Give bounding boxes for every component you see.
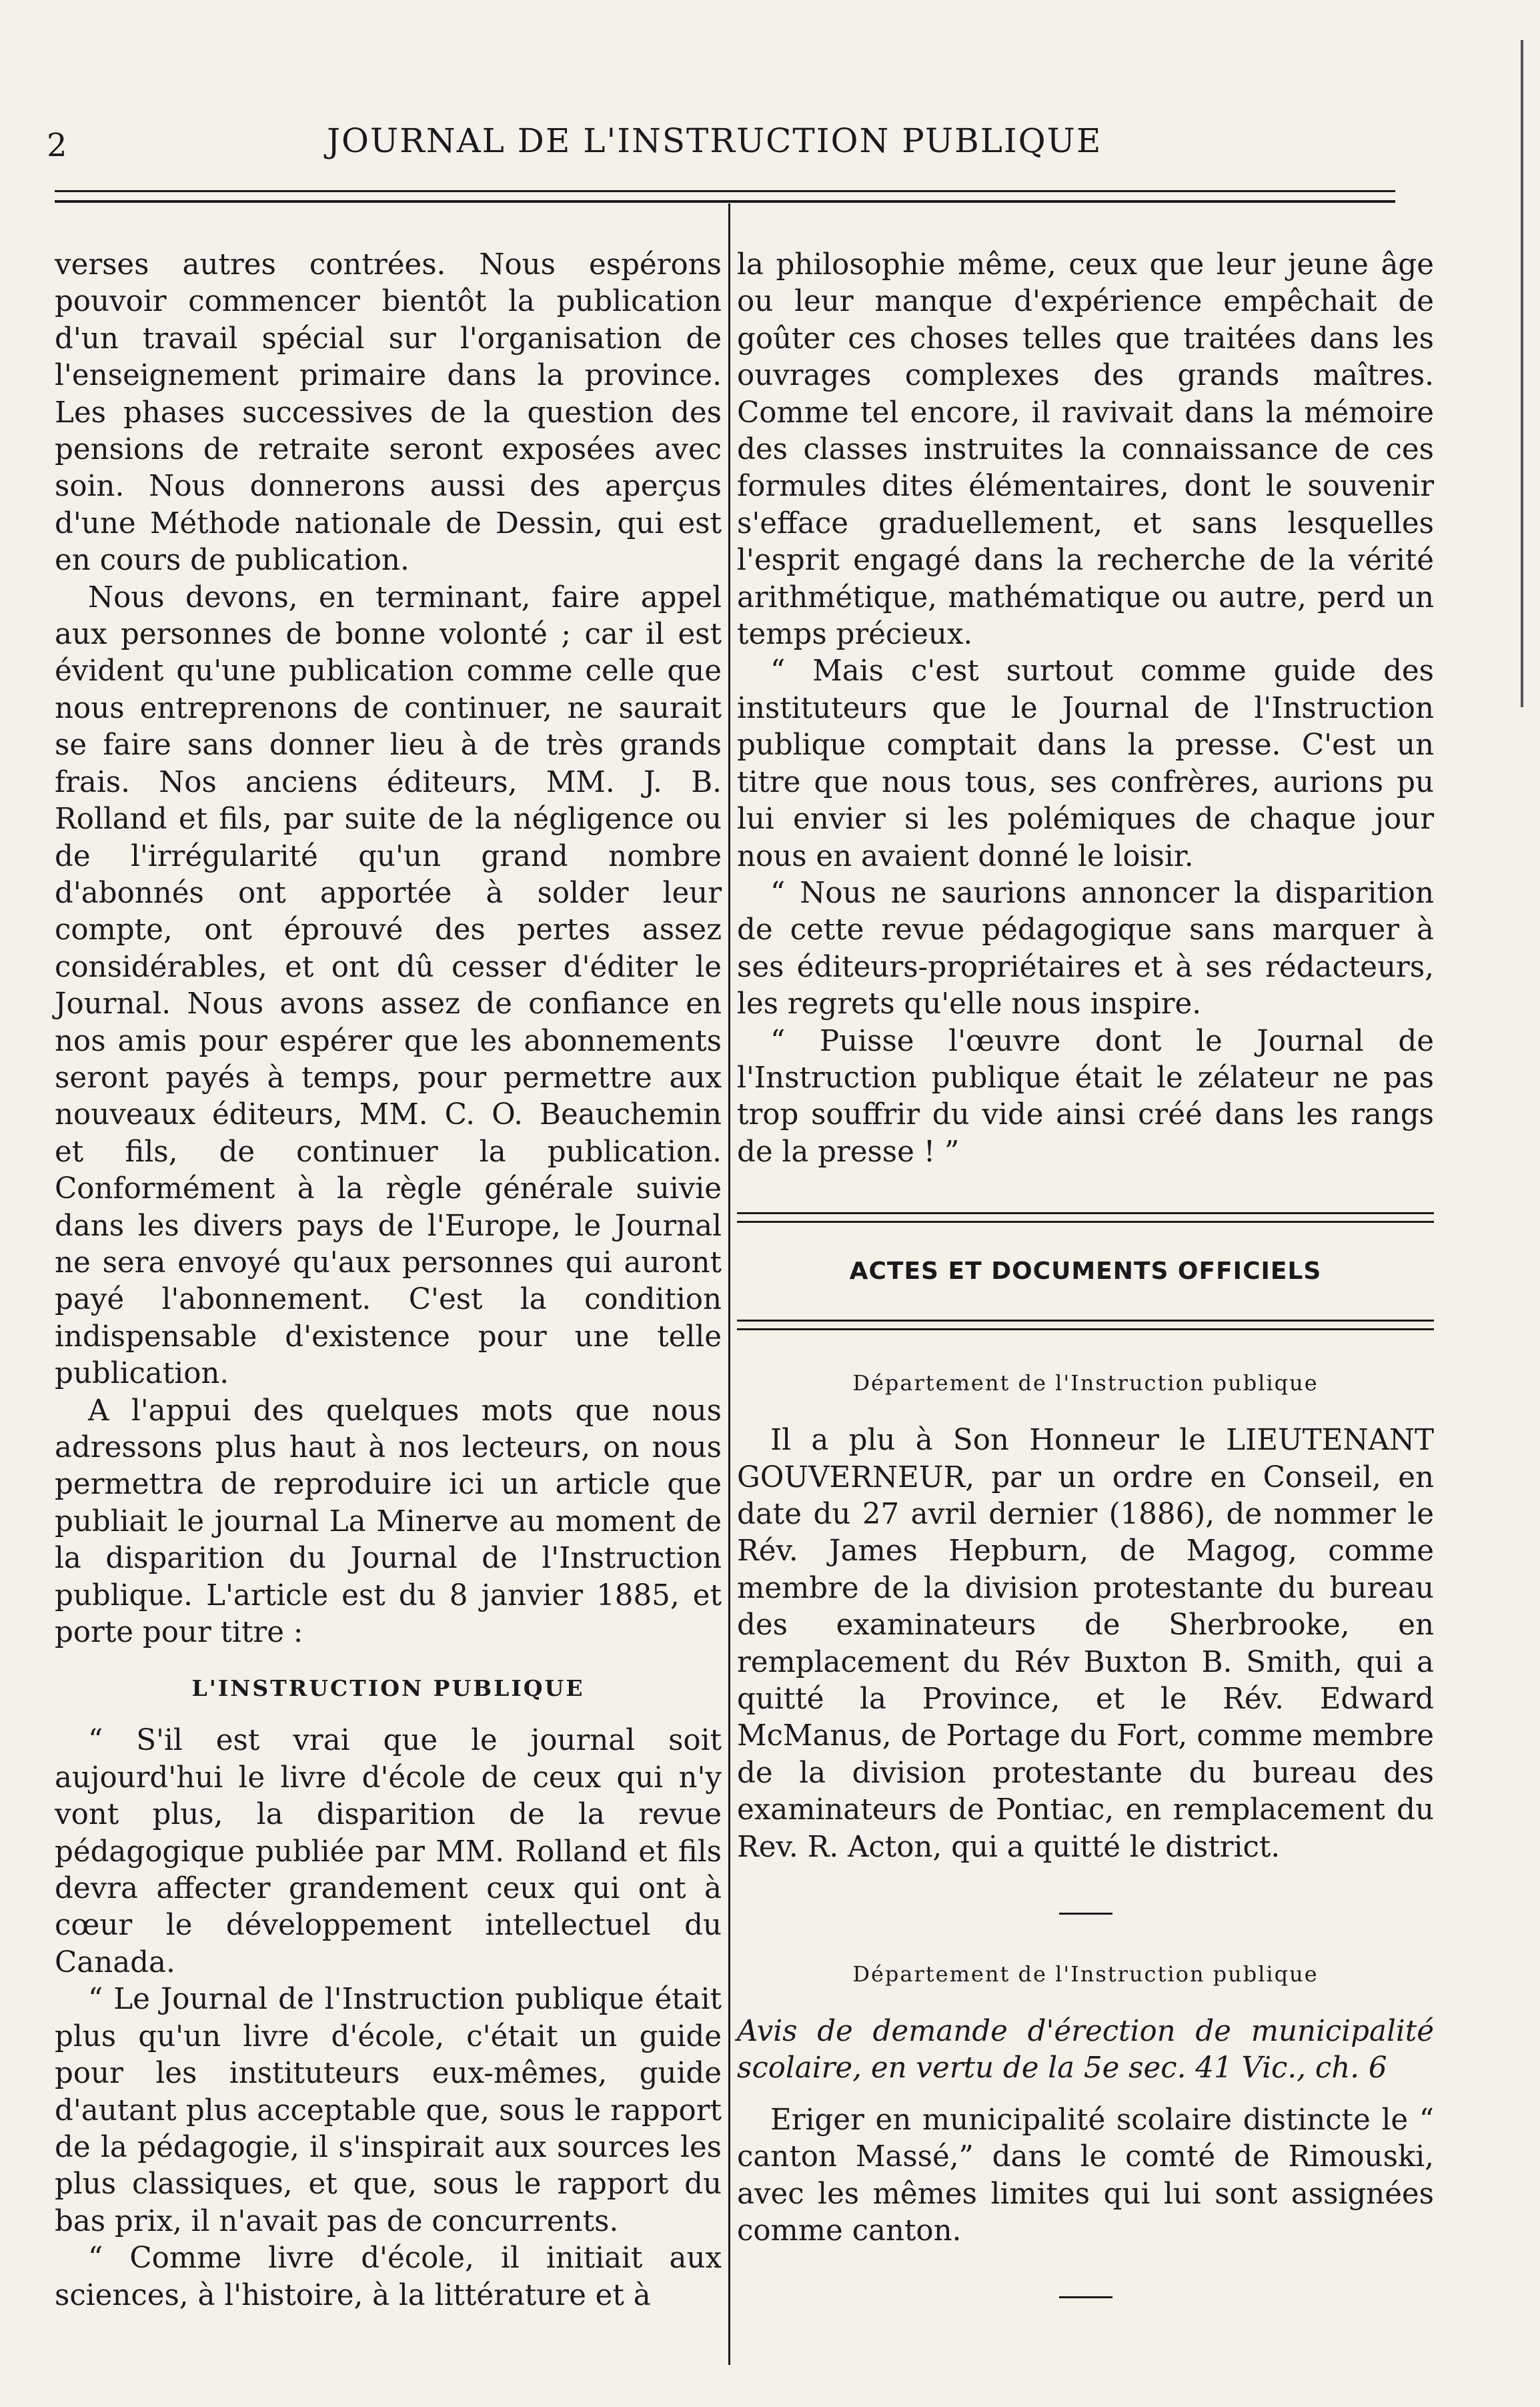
article-title: L'INSTRUCTION PUBLIQUE	[191, 1675, 585, 1702]
header-rule-top	[55, 190, 1395, 192]
section-rule-top	[737, 1212, 1434, 1214]
notice-title: Avis de demande d'érection de municipalité scolaire, en vertu de la 5e sec. 41 Vic., ch. 6	[737, 2015, 1434, 2085]
article-paragraph: “ Le Journal de l'Instruction publique était plus qu'un livre d'école, c'était un guide pour les instituteurs eux-mêmes, guide d'autant plus acceptable que, sous le rapport de la pédagogie, il s'inspirait aux sources les plus classiques, et que, sous le rapport du bas prix, il n'avait pas de concurrents.	[55, 1983, 722, 2238]
article-paragraph: “ S'il est vrai que le journal soit aujourd'hui le livre d'école de ceux qui n'y vont plus, la disparition de la revue pédagogique publiée par MM. Rolland et fils devra affecter grandement ceux qui ont à cœur le développement intellectuel du Canada.	[55, 1724, 722, 1979]
separator-dash	[1059, 2296, 1112, 2298]
right-column	[737, 247, 1434, 2298]
left-column	[55, 247, 722, 2314]
left-paragraph: A l'appui des quelques mots que nous adressons plus haut à nos lecteurs, on nous permettra de reproduire ici un article que publiait le journal La Minerve au moment de la disparition du Journal de l'Instruction publique. L'article est du 8 janvier 1885, et porte pour titre :	[55, 1394, 722, 1650]
left-paragraph: verses autres contrées. Nous espérons pouvoir commencer bientôt la publication d'un travail spécial sur l'organisation de l'enseignement primaire dans la province. Les phases successives de la question des pensions de retraite seront exposées avec soin. Nous donnerons aussi des aperçus d'une Méthode nationale de Dessin, qui est en cours de publication.	[55, 248, 722, 578]
page-edge-mark	[1521, 40, 1523, 707]
right-paragraph: la philosophie même, ceux que leur jeune âge ou leur manque d'expérience empêchait de goûter ces choses telles que traitées dans les ouvrages complexes des grands maîtres. Comme tel encore, il ravivait dans la mémoire des classes instruites la connaissance de ces formules dites élémentaires, dont le souvenir s'efface graduellement, et sans lesquelles l'esprit engagé dans la recherche de la vérité arithmétique, mathématique ou autre, perd un temps précieux.	[737, 248, 1434, 652]
journal-title: JOURNAL DE L'INSTRUCTION PUBLIQUE	[327, 121, 1102, 160]
article-paragraph: “ Comme livre d'école, il initiait aux sciences, à l'histoire, à la littérature et à	[55, 2242, 722, 2312]
department-heading: Département de l'Instruction publique	[852, 1370, 1319, 1396]
section-title: ACTES ET DOCUMENTS OFFICIELS	[849, 1258, 1322, 1286]
page-number: 2	[47, 127, 67, 164]
notice-paragraph: Eriger en municipalité scolaire distincte le “ canton Massé,” dans le comté de Rimouski, avec les mêmes limites qui lui sont assignées comme canton.	[737, 2103, 1434, 2248]
appointment-paragraph: Il a plu à Son Honneur le LIEUTENANT GOUVERNEUR, par un ordre en Conseil, en date du 27 avril dernier (1886), de nommer le Rév. James Hepburn, de Magog, comme membre de la division protestante du bureau des examinateurs de Sherbrooke, en remplacement du Rév Buxton B. Smith, qui a quitté la Province, et le Rév. Edward McManus, de Portage du Fort, comme membre de la division protestante du bureau des examinateurs de Pontiac, en remplacement du Rev. R. Acton, qui a quitté le district.	[737, 1424, 1434, 1864]
left-paragraph: Nous devons, en terminant, faire appel aux personnes de bonne volonté ; car il est évident qu'une publication comme celle que nous entreprenons de continuer, ne saurait se faire sans donner lieu à de très grands frais. Nos anciens éditeurs, MM. J. B. Rolland et fils, par suite de la négligence ou de l'irrégularité qu'un grand nombre d'abonnés ont apportée à solder leur compte, ont éprouvé des pertes assez considérables, et ont dû cesser d'éditer le Journal. Nous avons assez de confiance en nos amis pour espérer que les abonnements seront payés à temps, pour permettre aux nouveaux éditeurs, MM. C. O. Beauchemin et fils, de continuer la publication. Conformément à la règle générale suivie dans les divers pays de l'Europe, le Journal ne sera envoyé qu'aux personnes qui auront payé l'abonnement. C'est la condition indispensable d'existence pour une telle publication.	[55, 580, 722, 1391]
right-paragraph: “ Nous ne saurions annoncer la disparition de cette revue pédagogique sans marquer à ses éditeurs-propriétaires et à ses rédacteurs, les regrets qu'elle nous inspire.	[737, 876, 1434, 1021]
header-rule-bottom	[55, 200, 1395, 203]
right-paragraph: “ Mais c'est surtout comme guide des instituteurs que le Journal de l'Instruction publique comptait dans la presse. C'est un titre que nous tous, ses confrères, aurions pu lui envier si les polémiques de chaque jour nous en avaient donné le loisir.	[737, 654, 1434, 873]
column-divider	[728, 203, 730, 2365]
section-rule-bottom	[737, 1320, 1434, 1322]
department-heading: Département de l'Instruction publique	[852, 1961, 1319, 1987]
page-header	[47, 121, 1394, 180]
right-paragraph: “ Puisse l'œuvre dont le Journal de l'Instruction publique était le zélateur ne pas trop souffrir du vide ainsi créé dans les rangs de la presse ! ”	[737, 1024, 1434, 1169]
